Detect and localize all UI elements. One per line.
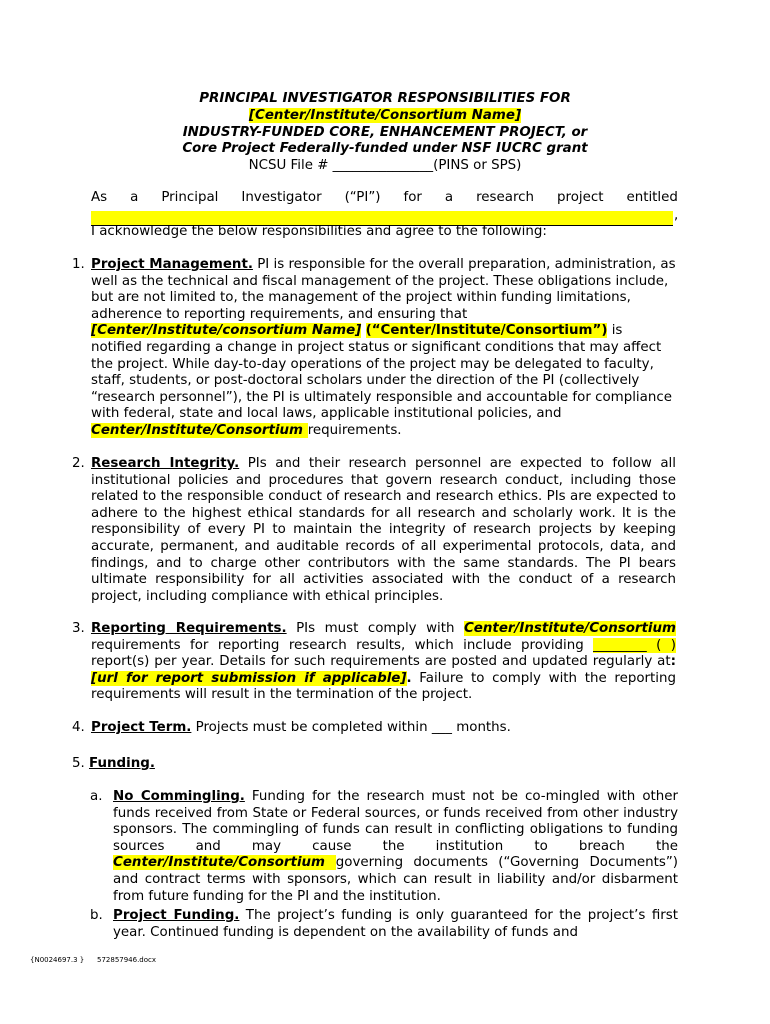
item-number: 2. — [72, 456, 85, 471]
item-project-management: Project Management. PI is responsible for the overall preparation, administration, as well as the technical and fiscal management of the project. These obligations include, but are not limited to, the management of the project within funding limitations, adherence to reporting requirements, and ensuring that [Center/Institute/consortium Name] (“Center/Institute/Consortium”) is notified regarding a change in project status or significant conditions that may affect the project. While day-to-day operations of the project may be delegated to faculty, staff, students, or post-doctoral scholars under the direction of the PI (collectively “research personnel”), the PI is ultimately responsible and accountable for compliance with federal, state and local laws, applicable institutional policies, and Center/Institute/Consortium requirements. — [91, 257, 676, 438]
item-number: 5. — [72, 756, 85, 771]
item-project-term: Project Term. Projects must be completed within ___ months. — [91, 720, 511, 735]
center-placeholder: Center/Institute/Consortium — [113, 855, 336, 871]
item-heading: Funding. — [89, 756, 155, 771]
item-research-integrity: Research Integrity. PIs and their research personnel are expected to follow all institutional policies and procedures that govern research conduct, including those related to the responsible conduct of research and research ethics. PIs are expected to adhere to the highest ethical standards for all research and scholarly work. It is the responsibility of every PI to maintain the integrity of research projects by keeping accurate, permanent, and auditable records of all experimental protocols, data, and findings, and to charge other contributors with the same standards. The PI bears ultimate responsibility for all activities associated with the conduct of a research project, including compliance with ethical principles. — [91, 456, 676, 604]
title-line-1: PRINCIPAL INVESTIGATOR RESPONSIBILITIES FOR — [199, 91, 571, 106]
title-line-2 — [90, 107, 680, 125]
subitem-letter: a. — [90, 789, 103, 804]
report-url-placeholder: [url for report submission if applicable] — [91, 670, 407, 686]
item-reporting-requirements: Reporting Requirements. PIs must comply with Center/Institute/Consortium requirements for reporting research results, which include providing ________ ( ) report(s) per year. Details for such requirements are posted and updated regularly at: [url for report submission if applicable]. Failure to comply with the reporting requirements will result in the termination of the project. — [91, 621, 676, 703]
footer-filename: 572857946.docx — [97, 956, 157, 964]
subitem-letter: b. — [90, 908, 103, 923]
report-count-placeholder: ________ ( ) — [593, 637, 676, 653]
center-short-name-placeholder: (“Center/Institute/Consortium”) — [365, 323, 608, 339]
item-heading: Reporting Requirements. — [91, 621, 287, 636]
intro-word: project — [557, 190, 604, 205]
center-placeholder: Center/Institute/Consortium — [463, 621, 676, 636]
subitem-no-commingling: No Commingling. Funding for the research must not be co-mingled with other funds received from State or Federal sources, or funds received from other industry sponsors. The commingling of funds can result in conflicting obligations to funding sources and may cause the institution to breach the Center/Institute/Consortium governing documents (“Governing Documents”) and contract terms with sponsors, which can result in liability and/or disbarment from future funding for the PI and the institution. — [113, 789, 678, 904]
intro-line-3: I acknowledge the below responsibilities and agree to the following: — [91, 224, 547, 239]
title-center-name-placeholder: [Center/Institute/Consortium Name] — [248, 108, 522, 123]
subitem-heading: Project Funding. — [113, 908, 240, 923]
intro-word: (“PI”) — [344, 190, 381, 205]
intro-word: a — [444, 190, 454, 205]
intro-word: entitled — [626, 190, 678, 205]
subitem-project-funding: Project Funding. The project’s funding is only guaranteed for the project’s first year. Continued funding is dependent on the availability of funds and — [113, 908, 678, 940]
file-number-line: NCSU File # _______________(PINS or SPS) — [248, 158, 522, 173]
intro-comma: , — [674, 208, 679, 223]
footer-document-id: {N0024697.3 } — [30, 956, 85, 964]
intro-word: Investigator — [241, 190, 322, 205]
title-line-3: INDUSTRY-FUNDED CORE, ENHANCEMENT PROJECT, or — [182, 125, 588, 140]
item-heading: Project Term. — [91, 720, 192, 735]
intro-word: a — [130, 190, 139, 205]
item-heading: Research Integrity. — [91, 456, 240, 471]
title-line-4: Core Project Federally-funded under NSF IUCRC grant — [182, 141, 588, 156]
center-placeholder: Center/Institute/Consortium — [91, 422, 308, 438]
item-number: 3. — [72, 621, 85, 636]
intro-line-1 — [91, 190, 678, 207]
item-heading: Project Management. — [91, 257, 253, 272]
intro-word: research — [476, 190, 535, 205]
subitem-heading: No Commingling. — [113, 789, 245, 804]
intro-word: As — [91, 190, 108, 205]
item-number: 1. — [72, 257, 85, 272]
intro-word: Principal — [161, 190, 219, 205]
center-name-placeholder: [Center/Institute/consortium Name] — [91, 323, 362, 339]
intro-word: for — [403, 190, 422, 205]
item-number: 4. — [72, 720, 85, 735]
item-funding — [89, 756, 674, 773]
